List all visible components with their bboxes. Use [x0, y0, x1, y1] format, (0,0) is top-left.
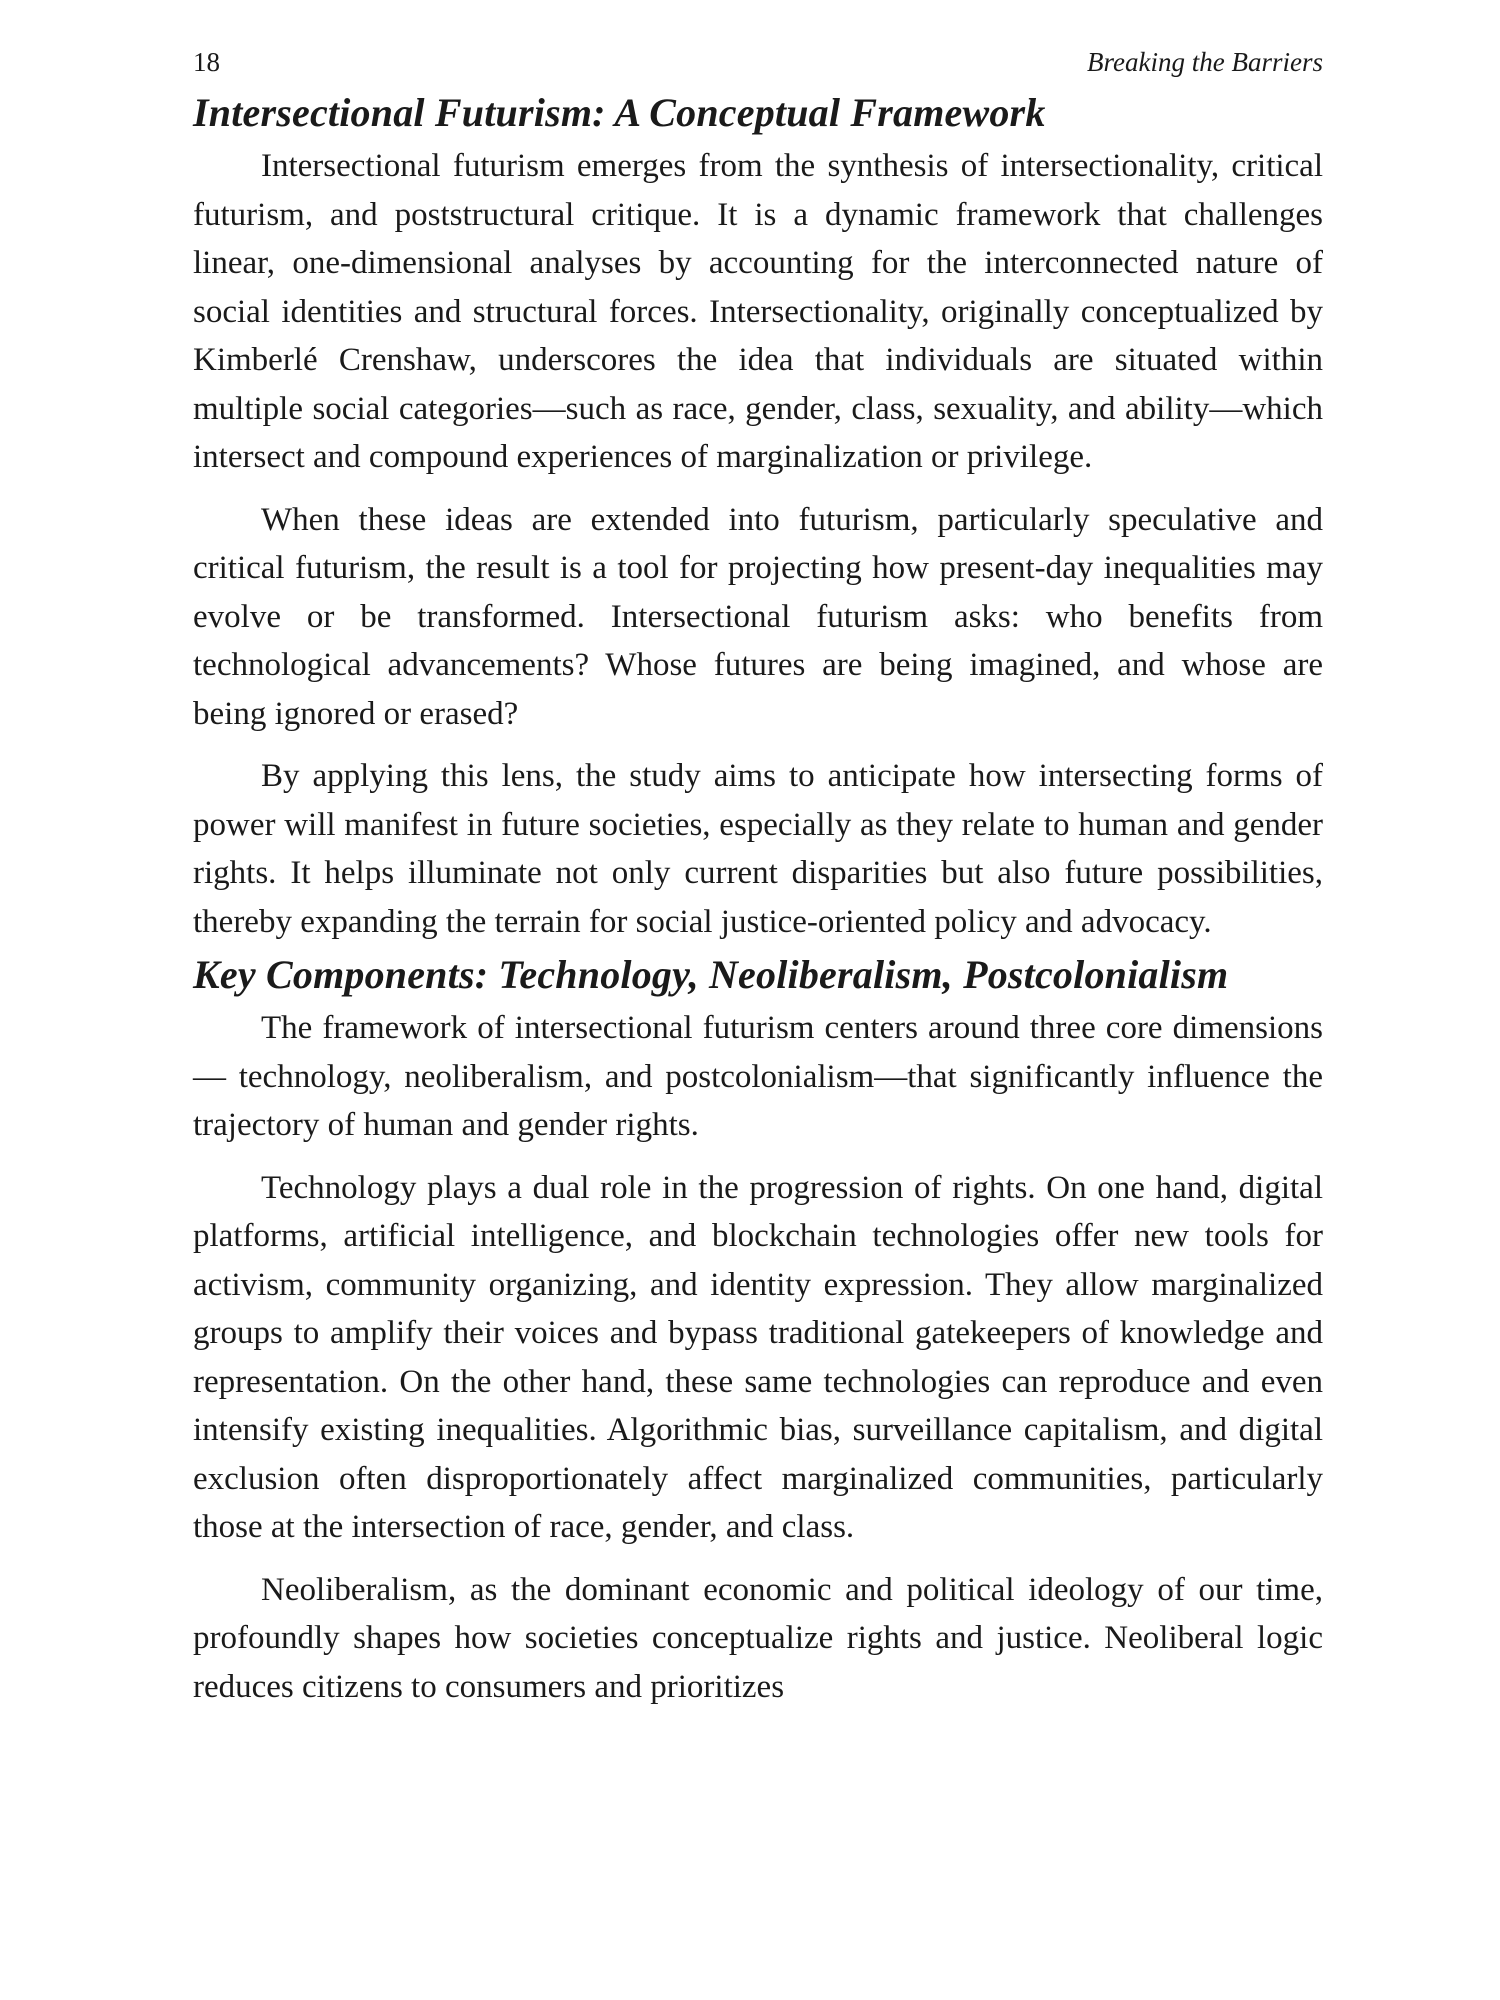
book-page — [193, 40, 1323, 1711]
running-title: Breaking the Barriers — [1087, 47, 1323, 77]
body-paragraph: Intersectional futurism emerges from the synthesis of intersectionality, critical futurism, and poststructural critique. It is a dynamic framework that challenges linear, one-dimensional analyses by accounting for the interconnected nature of social identities and structural forces. Intersectionality, originally conceptualized by Kimberlé Crenshaw, underscores the idea that individuals are situated within multiple social categories—such as race, gender, class, sexuality, and ability—which intersect and compound experiences of marginalization or privilege. — [193, 148, 1323, 475]
body-paragraph: The framework of intersectional futurism centers around three core dimensions— technology, neoliberalism, and postcolonialism—that significantly influence the trajectory of human and gender rights. — [193, 1010, 1323, 1143]
running-head — [193, 40, 1323, 84]
page-number: 18 — [193, 47, 220, 77]
body-paragraph: Neoliberalism, as the dominant economic and political ideology of our time, profoundly shapes how societies conceptualize rights and justice. Neoliberal logic reduces citizens to consumers and prioritizes — [193, 1571, 1323, 1705]
body-paragraph: Technology plays a dual role in the progression of rights. On one hand, digital platforms, artificial intelligence, and blockchain technologies offer new tools for activism, community organizing, and identity expression. They allow marginalized groups to amplify their voices and bypass traditional gatekeepers of knowledge and representation. On the other hand, these same technologies can reproduce and even intensify existing inequalities. Algorithmic bias, surveillance capitalism, and digital exclusion often disproportionately affect marginalized communities, particularly those at the intersection of race, gender, and class. — [193, 1169, 1323, 1545]
section-heading-conceptual-framework: Intersectional Futurism: A Conceptual Framework — [193, 90, 1046, 135]
body-paragraph: When these ideas are extended into futurism, particularly speculative and critical futurism, the result is a tool for projecting how present-day inequalities may evolve or be transformed. Intersectional futurism asks: who benefits from technological advancements? Whose futures are being imagined, and whose are being ignored or erased? — [193, 501, 1323, 732]
section-heading-key-components: Key Components: Technology, Neoliberalism, Postcolonialism — [193, 952, 1229, 997]
body-paragraph: By applying this lens, the study aims to anticipate how intersecting forms of power will manifest in future societies, especially as they relate to human and gender rights. It helps illuminate not only current disparities but also future possibilities, thereby expanding the terrain for social justice-oriented policy and advocacy. — [193, 758, 1323, 940]
